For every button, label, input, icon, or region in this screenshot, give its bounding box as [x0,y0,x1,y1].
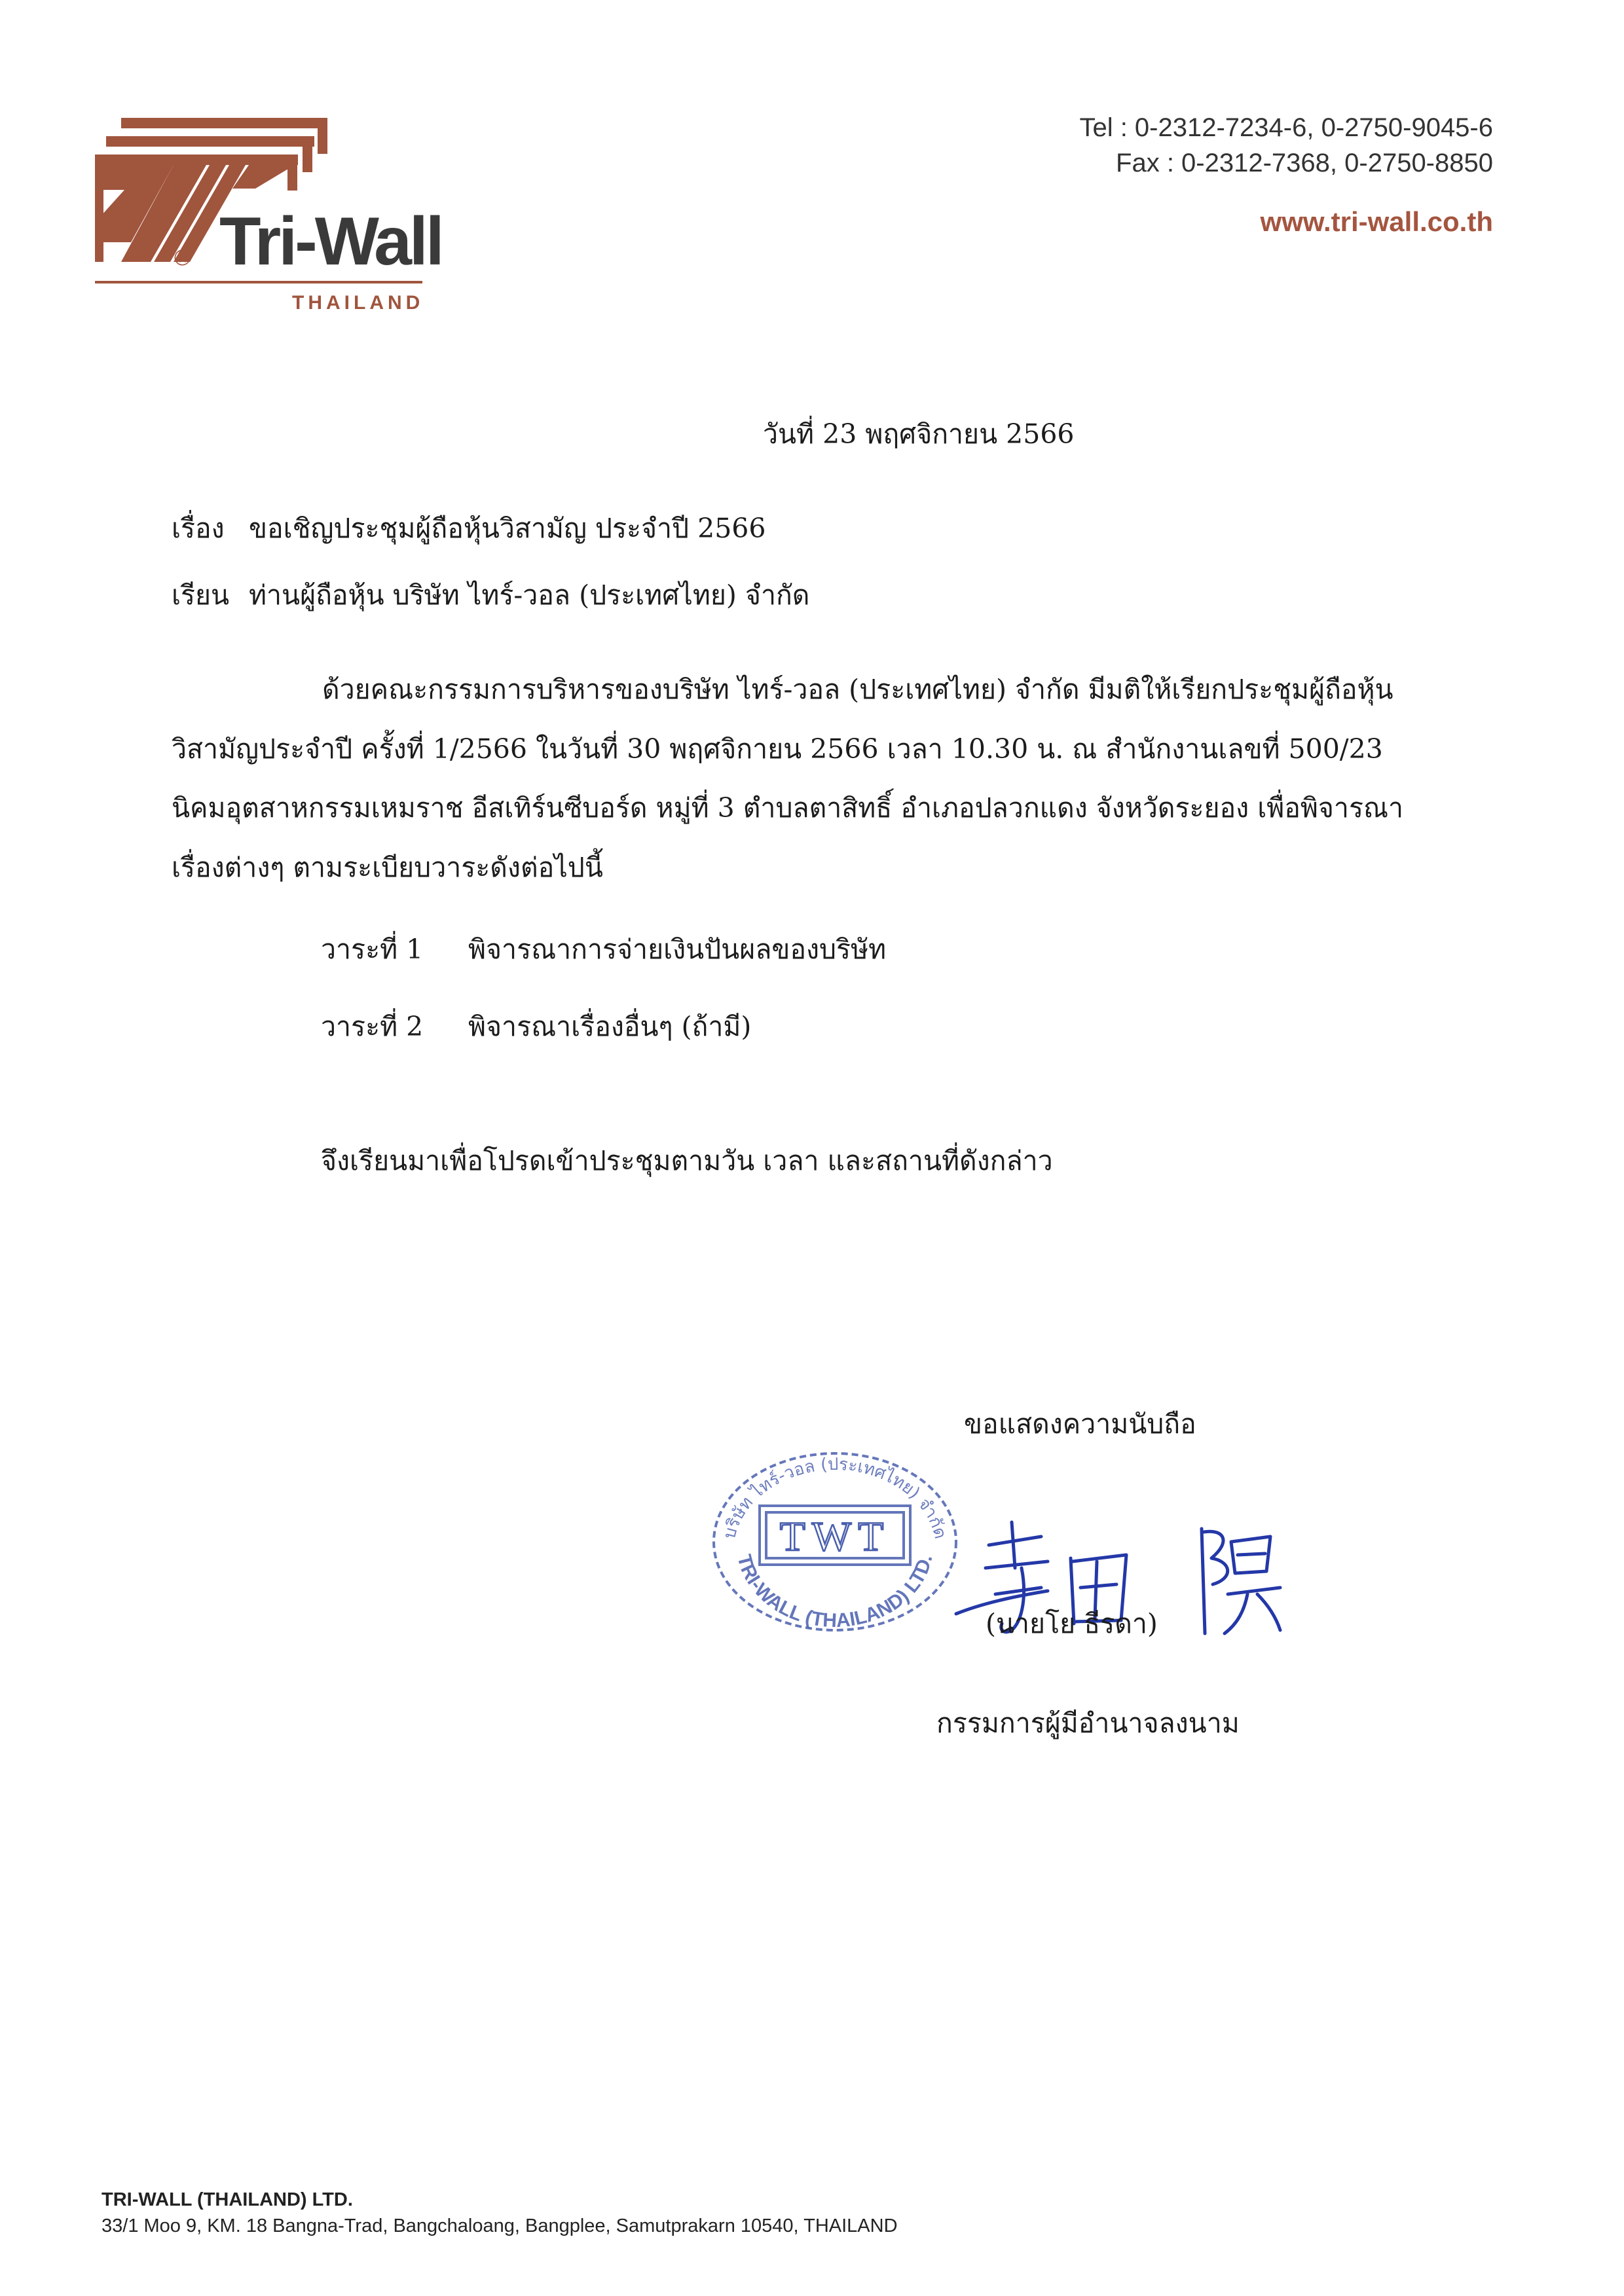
tel-line: Tel : 0-2312-7234-6, 0-2750-9045-6 [1079,113,1493,142]
recipient-label: เรียน [172,579,230,611]
stamp-bottom-text: TRI-WALL (THAILAND) LTD. [733,1552,937,1632]
paragraph-line-4: เรื่องต่างๆ ตามระเบียบวาระดังต่อไปนี้ [172,852,603,883]
paragraph-line-1 [172,673,1445,706]
logo-wordmark: Tri-Wall [219,204,442,280]
agenda-item [321,1010,751,1043]
paragraph-line-1-text: ด้วยคณะกรรมการบริหารของบริษัท ไทร์-วอล (ประเทศไทย) จำกัด มีมติให้เรียกประชุมผู้ถือหุ้น [322,674,1393,705]
recipient-line [172,579,809,611]
paragraph-line-2: วิสามัญประจำปี ครั้งที่ 1/2566 ในวันที่ 30 พฤศจิกายน 2566 เวลา 10.30 น. ณ สำนักงานเลขที่ 500/23 [172,733,1383,765]
fax-line: Fax : 0-2312-7368, 0-2750-8850 [1116,149,1493,177]
logo-country: THAILAND [292,292,424,314]
website-link[interactable]: www.tri-wall.co.th [1260,206,1493,237]
subject-label: เรื่อง [172,513,225,544]
closing-line: จึงเรียนมาเพื่อโปรดเข้าประชุมตามวัน เวลา และสถานที่ดังกล่าว [321,1145,1053,1176]
letter-date: วันที่ 23 พฤศจิกายน 2566 [763,418,1075,450]
regards-line: ขอแสดงความนับถือ [964,1408,1196,1440]
signer-position: กรรมการผู้มีอำนาจลงนาม [936,1707,1240,1739]
company-seal-stamp [707,1440,963,1637]
agenda-number: วาระที่ 2 [321,1011,424,1042]
subject-line [172,512,766,545]
footer-address: 33/1 Moo 9, KM. 18 Bangna-Trad, Bangchaloang, Bangplee, Samutprakarn 10540, THAILAND [101,2215,898,2236]
recipient-text: ท่านผู้ถือหุ้น บริษัท ไทร์-วอล (ประเทศไทย) จำกัด [249,579,810,611]
agenda-text: พิจารณาการจ่ายเงินปันผลของบริษัท [468,934,887,965]
registered-mark: ® [174,246,191,270]
footer-company: TRI-WALL (THAILAND) LTD. [101,2189,353,2210]
agenda-item [321,933,886,966]
subject-text: ขอเชิญประชุมผู้ถือหุ้นวิสามัญ ประจำปี 2566 [249,513,766,544]
agenda-text: พิจารณาเรื่องอื่นๆ (ถ้ามี) [468,1011,752,1042]
agenda-number: วาระที่ 1 [321,934,424,965]
paragraph-line-3: นิคมอุตสาหกรรมเหมราช อีสเทิร์นซีบอร์ด หมู่ที่ 3 ตำบลตาสิทธิ์ อำเภอปลวกแดง จังหวัดระยอง เพื่อพิจารณา [172,792,1404,824]
signer-name: (นายโย ธีรดา) [986,1608,1158,1639]
contact-block [1079,110,1493,181]
logo-underline [95,281,422,283]
stamp-center-text: TWT [779,1513,891,1559]
stamp-top-text: บริษัท ไทร์-วอล (ประเทศไทย) จำกัด [720,1454,950,1541]
